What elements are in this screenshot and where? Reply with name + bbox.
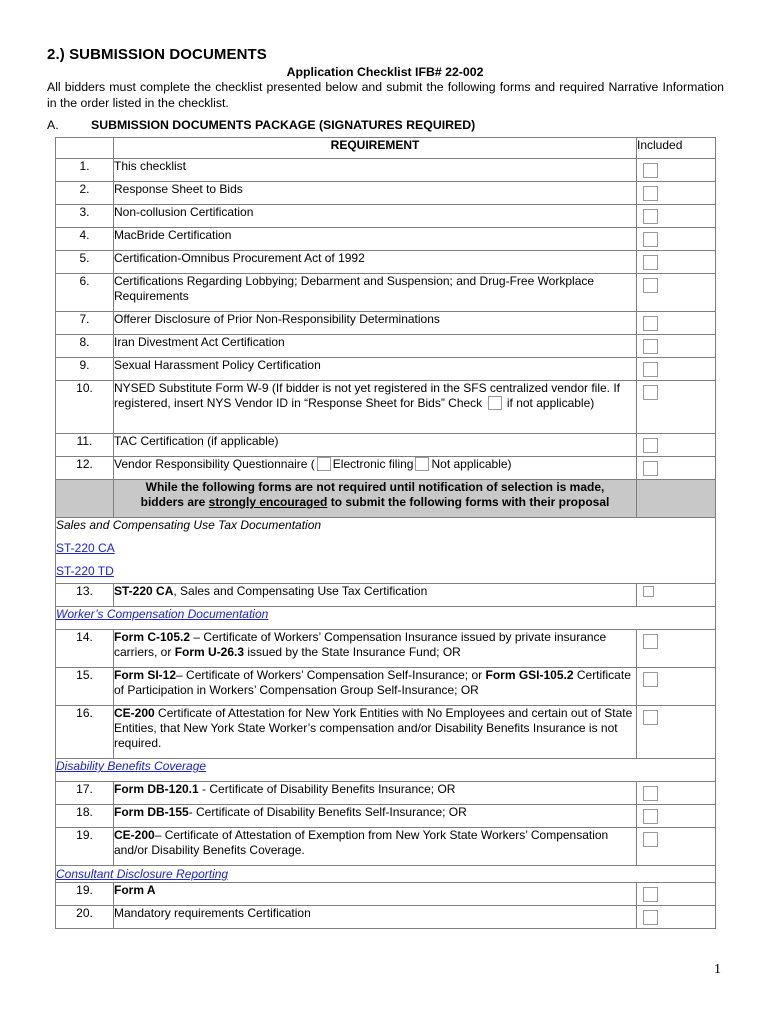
table-row [56,381,716,434]
row-number: 7. [56,312,114,335]
notice-num-cell [56,480,114,518]
included-checkbox[interactable] [643,710,658,725]
link-line [56,541,715,564]
included-checkbox[interactable] [643,339,658,354]
row-number: 2. [56,182,114,205]
subheading-row [56,518,716,584]
sales-tax-heading: Sales and Compensating Use Tax Documentation [56,518,322,532]
checklist-title: Application Checklist IFB# 22-002 [286,65,484,79]
section-letter: A. [47,118,59,132]
section-title: SUBMISSION DOCUMENTS PACKAGE (SIGNATURES REQUIRED) [91,118,476,132]
row-requirement-text: Not applicable) [431,457,512,471]
table-row [56,335,716,358]
row-number: 18. [56,805,114,828]
table-row [56,358,716,381]
row-requirement: Response Sheet to Bids [114,182,637,205]
table-row [56,630,716,668]
row-requirement-text: , Sales and Compensating Use Tax Certification [173,584,428,598]
table-row [56,274,716,312]
row-requirement [114,782,637,805]
notice-row [56,480,716,518]
row-number: 14. [56,630,114,668]
table-row [56,883,716,906]
subheading-row [56,866,716,883]
row-requirement: MacBride Certification [114,228,637,251]
included-checkbox[interactable] [643,672,658,687]
row-number: 19. [56,883,114,906]
header-requirement: REQUIREMENT [114,138,637,159]
not-applicable-checkbox[interactable] [415,457,429,471]
row-requirement-text: Electronic filing [332,457,414,471]
row-number: 3. [56,205,114,228]
row-number: 19. [56,828,114,866]
included-checkbox[interactable] [643,786,658,801]
included-checkbox[interactable] [643,910,658,925]
row-number: 5. [56,251,114,274]
page-number: 1 [714,962,721,977]
consultant-section [56,866,716,883]
included-checkbox[interactable] [643,255,658,270]
row-requirement-text: Certificate of Attestation for New York Entities with No Employees and certain out of State Entities, that New York State Worker’s compensation and/or Disability Benefits Insurance is not required. [114,706,633,750]
row-requirement-text: – Certificate of Workers’ Compensation Insurance issued by private insurance carriers, or [114,630,607,659]
included-checkbox[interactable] [643,232,658,247]
intro-paragraph: All bidders must complete the checklist presented below and submit the following forms and required Narrative Information in the order listed in the checklist. [47,80,724,110]
row-requirement: Offerer Disclosure of Prior Non-Responsibility Determinations [114,312,637,335]
included-checkbox[interactable] [643,278,658,293]
table-row [56,159,716,182]
form-name: Form GSI-105.2 [485,668,574,682]
section-heading: 2.) SUBMISSION DOCUMENTS [47,46,267,63]
included-checkbox[interactable] [643,362,658,377]
table-row [56,182,716,205]
row-number: 10. [56,381,114,434]
table-row [56,805,716,828]
included-checkbox[interactable] [643,832,658,847]
workers-comp-section [56,607,716,630]
row-requirement-text: if not applicable) [506,396,595,410]
disability-section [56,759,716,782]
row-requirement [114,805,637,828]
included-cell [637,434,716,457]
included-cell [637,228,716,251]
included-cell [637,159,716,182]
link-line [56,564,715,583]
form-name: Form SI-12 [114,668,177,682]
form-name: CE-200 [114,706,155,720]
included-cell [637,457,716,480]
form-name: Form A [114,883,156,897]
form-name: ST-220 CA [114,584,174,598]
table-row [56,706,716,759]
notice-emphasis: strongly encouraged [208,495,328,509]
row-requirement-text: - Certificate of Disability Benefits Insurance; OR [198,782,456,796]
row-number: 4. [56,228,114,251]
included-checkbox[interactable] [643,385,658,400]
included-checkbox[interactable] [643,809,658,824]
row-requirement-text: Certificate of Participation in Workers’ Compensation Group Self-Insurance; OR [114,668,631,697]
included-cell [637,828,716,866]
st-220-td-link[interactable]: ST-220 TD [56,564,114,578]
row-number: 8. [56,335,114,358]
included-checkbox[interactable] [643,887,658,902]
included-cell [637,706,716,759]
included-cell [637,630,716,668]
form-name: Form DB-120.1 [114,782,199,796]
notice-text-part: bidders are [140,495,209,509]
included-checkbox[interactable] [643,461,658,476]
row-requirement [114,906,637,929]
included-cell [637,312,716,335]
included-cell [637,358,716,381]
row-requirement: Sexual Harassment Policy Certification [114,358,637,381]
row-number: 1. [56,159,114,182]
included-checkbox[interactable] [643,586,654,597]
electronic-filing-checkbox[interactable] [317,457,331,471]
included-cell [637,906,716,929]
row-requirement-text: – Certificate of Attestation of Exemption from New York State Workers’ Compensation and/or Disability Benefits Coverage. [114,828,609,857]
row-requirement: Iran Divestment Act Certification [114,335,637,358]
form-name: Form U-26.3 [174,645,245,659]
row-requirement-text: issued by the State Insurance Fund; OR [244,645,461,659]
row-number: 15. [56,668,114,706]
row-requirement-text: Vendor Responsibility Questionnaire ( [114,457,315,471]
st-220-ca-link[interactable]: ST-220 CA [56,541,115,555]
form-name: Form DB-155 [114,805,189,819]
row-requirement [114,381,637,434]
table-row [56,434,716,457]
included-cell [637,668,716,706]
included-cell [637,182,716,205]
row-requirement [114,828,637,866]
table-row [56,251,716,274]
table-row [56,228,716,251]
included-checkbox[interactable] [643,209,658,224]
included-cell [637,335,716,358]
table-row [56,205,716,228]
notice-line [114,495,636,510]
row-requirement-text: Mandatory requirements Certification [114,906,311,920]
row-requirement: Certifications Regarding Lobbying; Debarment and Suspension; and Drug-Free Workplace Requirements [114,274,637,312]
included-checkbox[interactable] [643,438,658,453]
notice-inc-cell [637,480,716,518]
row-number: 9. [56,358,114,381]
row-requirement [114,584,637,607]
row-requirement-text: NYSED Substitute Form W-9 (If bidder is not yet registered in the SFS centralized vendor file. If registered, insert NYS Vendor ID in “Response Sheet for Bids” Check [114,381,620,410]
included-cell [637,251,716,274]
row-requirement: Non-collusion Certification [114,205,637,228]
included-cell [637,883,716,906]
row-number: 16. [56,706,114,759]
table-header-row [56,138,716,159]
row-number: 12. [56,457,114,480]
header-num-cell [56,138,114,159]
row-requirement [114,630,637,668]
row-number: 17. [56,782,114,805]
sales-tax-section [56,518,716,584]
row-requirement-text: - Certificate of Disability Benefits Self-Insurance; OR [188,805,467,819]
row-requirement: Certification-Omnibus Procurement Act of 1992 [114,251,637,274]
table-row [56,782,716,805]
row-number: 13. [56,584,114,607]
table-row [56,906,716,929]
consultant-heading[interactable]: Consultant Disclosure Reporting [56,867,229,881]
row-requirement [114,457,637,480]
checklist-table [55,137,716,929]
row-requirement: TAC Certification (if applicable) [114,434,637,457]
notice-text [114,480,637,518]
included-cell [637,381,716,434]
notice-text-part: to submit the following forms with their proposal [327,495,610,509]
header-included: Included [637,138,716,159]
included-checkbox[interactable] [643,316,658,331]
form-name: CE-200 [114,828,155,842]
included-cell [637,782,716,805]
row-number: 6. [56,274,114,312]
row-requirement [114,883,637,906]
included-cell [637,584,716,607]
table-row [56,312,716,335]
form-name: Form C-105.2 [114,630,191,644]
included-checkbox[interactable] [643,163,658,178]
row-requirement: This checklist [114,159,637,182]
table-row [56,668,716,706]
included-checkbox[interactable] [643,186,658,201]
table-row [56,828,716,866]
included-cell [637,805,716,828]
included-cell [637,205,716,228]
subheading-row [56,759,716,782]
row-number: 20. [56,906,114,929]
notice-line: While the following forms are not required until notification of selection is made, [145,480,605,494]
table-row [56,584,716,607]
row-requirement [114,706,637,759]
disability-heading[interactable]: Disability Benefits Coverage [56,759,207,773]
table-row [56,457,716,480]
vendor-id-not-applicable-checkbox[interactable] [488,396,502,410]
row-requirement [114,668,637,706]
included-cell [637,274,716,312]
included-checkbox[interactable] [643,634,658,649]
subheading-row [56,607,716,630]
row-number: 11. [56,434,114,457]
row-requirement-text: – Certificate of Workers’ Compensation Self-Insurance; or [176,668,486,682]
workers-comp-heading[interactable]: Worker’s Compensation Documentation [56,607,269,621]
